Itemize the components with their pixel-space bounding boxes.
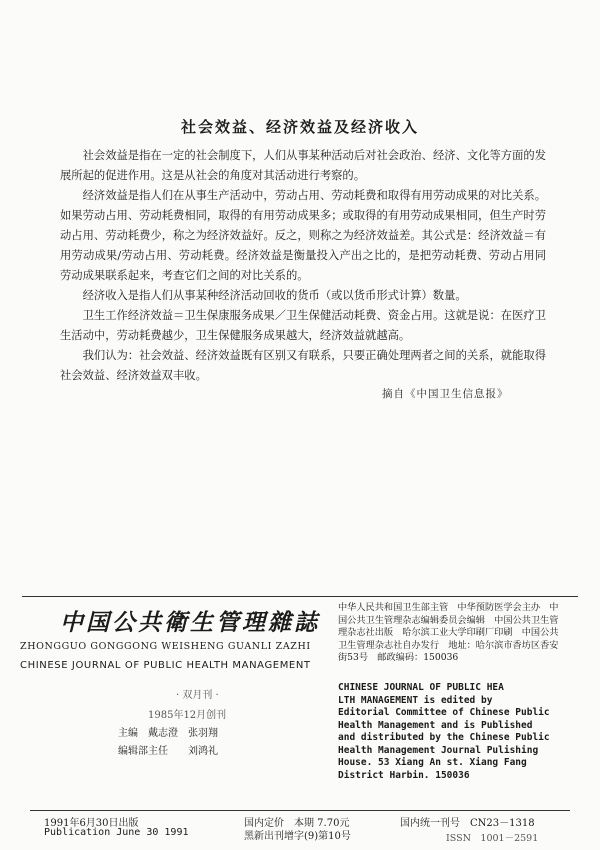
paragraph-conclusion: 我们认为：社会效益、经济效益既有区别又有联系，只要正确处理两者之间的关系，就能取得社会效益、经济效益双丰收。 [60,349,546,382]
publication-license: 黑新出刊增字(9)第10号 [244,831,351,842]
paragraph-economic-income: 经济收入是指人们从事某种经济活动回收的货币（或以货币形式计算）数量。 [82,289,467,302]
issn-number: ISSN 1001－2591 [446,833,539,844]
paragraph-health-benefit: 卫生工作经济效益＝卫生保康服务成果／卫生保健活动耗费、资金占用。这就是说：在医疗卫生活动中，劳动耗费越少，卫生保健服务成果越大，经济效益就越高。 [60,309,546,342]
publication-date-english: Publication June 30 1991 [44,827,189,838]
paragraph-economic-benefit: 经济效益是指人们在从事生产活动中，劳动占用、劳动耗费和取得有用劳动成果的对比关系。如果劳动占用、劳动耗费相同，取得的有用劳动成果多；或取得的有用劳动成果相同，但生产时劳动占用、劳动耗费少，称之为经济效益好。反之，则称之为经济效益差。其公式是：经济效益＝有用劳动成果/劳动占用、劳动耗费。经济效益是衡量投入产出之比的，是把劳动耗费、劳动占用同劳动成果联系起来，考查它们之间的对比关系的。 [60,189,546,282]
footer-rule [30,810,570,811]
journal-logo: 中国公共衛生管理雜誌 [60,609,320,636]
editorial-dept-director: 编辑部主任 刘鸿礼 [118,746,218,757]
journal-frequency: · 双月刊 · [176,690,219,701]
publisher-info-english: CHINESE JOURNAL OF PUBLIC HEA LTH MANAGEMENT is edited by Editorial Committee of Chinese Public Health Management and is Published and distributed by the Chinese Public Health Management Journal Pulishing House. 53 Xiang An st. Xiang Fang District Harbin. 150036 [338,682,550,781]
article-title: 社会效益、经济效益及经济收入 [180,118,419,136]
journal-founded-date: 1985年12月创刊 [148,710,227,721]
chief-editors: 主编 戴志澄 张羽翔 [118,728,218,739]
domestic-price: 国内定价 本期 7.70元 [244,818,350,829]
source-note: 摘自《中国卫生信息报》 [382,388,509,400]
publisher-info-chinese: 中华人民共和国卫生部主管 中华预防医学会主办 中国公共卫生管理杂志编辑委员会编辑 中国公共卫生管理杂志社出版 哈尔滨工业大学印刷厂印刷 中国公共卫生管理杂志社自办发行 地址：哈尔滨市香坊区香安街53号 邮政编码：150036 [338,602,559,663]
publication-date-chinese: 1991年6月30日出版 [44,818,139,829]
journal-pinyin-title: ZHONGGUO GONGGONG WEISHENG GUANLI ZAZHI [20,641,311,652]
paragraph-social-benefit: 社会效益是指在一定的社会制度下，人们从事某种活动后对社会政治、经济、文化等方面的发展所起的促进作用。这是从社会的角度对其活动进行考察的。 [60,149,546,182]
separator-line [22,596,578,597]
cn-serial-number: 国内统一刊号 CN23－1318 [400,818,535,829]
journal-english-title: CHINESE JOURNAL OF PUBLIC HEALTH MANAGEMENT [20,660,311,671]
